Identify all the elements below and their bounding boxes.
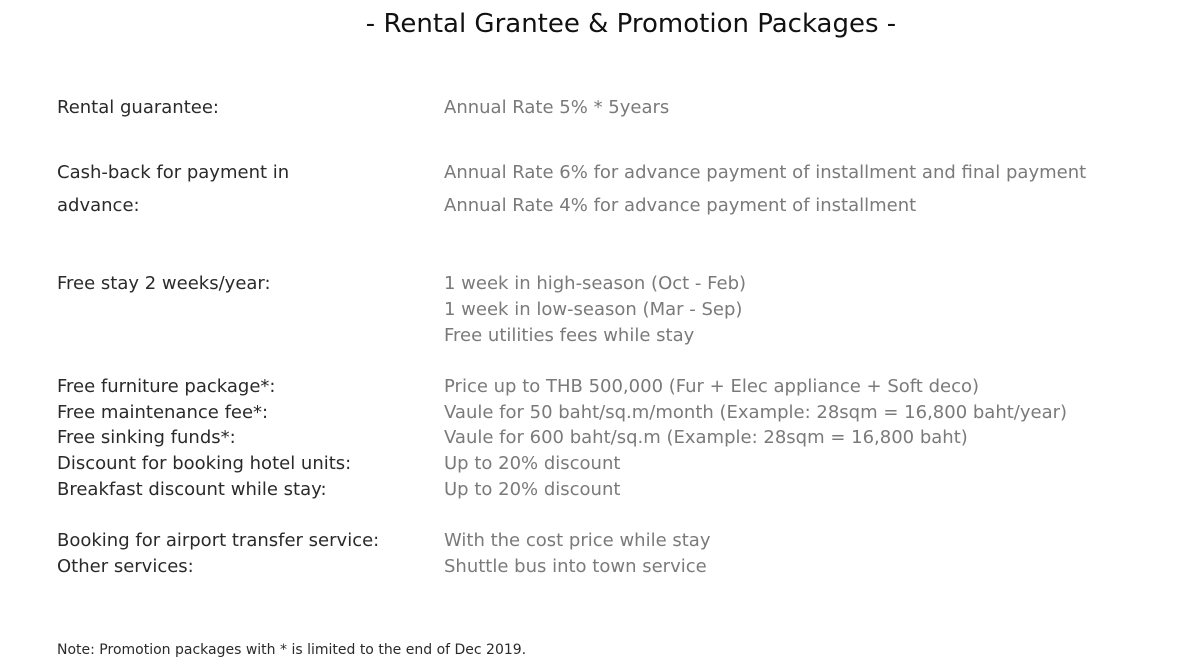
free-stay-label: Free stay 2 weeks/year: <box>57 273 271 294</box>
rental-guarantee-label: Rental guarantee: <box>57 97 219 118</box>
cashback-value-line1: Annual Rate 6% for advance payment of installment and final payment <box>444 162 1087 183</box>
furniture-package-value: Price up to THB 500,000 (Fur + Elec appliance + Soft deco) <box>444 376 980 397</box>
other-services-value: Shuttle bus into town service <box>444 556 707 577</box>
page-title: - Rental Grantee & Promotion Packages - <box>365 9 897 39</box>
free-stay-low-season: 1 week in low-season (Mar - Sep) <box>444 299 743 320</box>
free-stay-high-season: 1 week in high-season (Oct - Feb) <box>444 273 747 294</box>
free-stay-utilities: Free utilities fees while stay <box>444 325 695 346</box>
breakfast-discount-label: Breakfast discount while stay: <box>57 479 327 500</box>
maintenance-fee-label: Free maintenance fee*: <box>57 402 269 423</box>
other-services-label: Other services: <box>57 556 194 577</box>
cashback-label-line1: Cash-back for payment in <box>57 162 290 183</box>
footnote: Note: Promotion packages with * is limited to the end of Dec 2019. <box>57 642 527 658</box>
cashback-label-line2: advance: <box>57 195 140 216</box>
airport-transfer-label: Booking for airport transfer service: <box>57 530 380 551</box>
breakfast-discount-value: Up to 20% discount <box>444 479 621 500</box>
maintenance-fee-value: Vaule for 50 baht/sq.m/month (Example: 28sqm = 16,800 baht/year) <box>444 402 1068 423</box>
airport-transfer-value: With the cost price while stay <box>444 530 711 551</box>
rental-guarantee-value: Annual Rate 5% * 5years <box>444 97 670 118</box>
sinking-funds-value: Vaule for 600 baht/sq.m (Example: 28sqm = 16,800 baht) <box>444 427 968 448</box>
hotel-booking-discount-label: Discount for booking hotel units: <box>57 453 352 474</box>
hotel-booking-discount-value: Up to 20% discount <box>444 453 621 474</box>
sinking-funds-label: Free sinking funds*: <box>57 427 236 448</box>
cashback-value-line2: Annual Rate 4% for advance payment of installment <box>444 195 917 216</box>
furniture-package-label: Free furniture package*: <box>57 376 276 397</box>
